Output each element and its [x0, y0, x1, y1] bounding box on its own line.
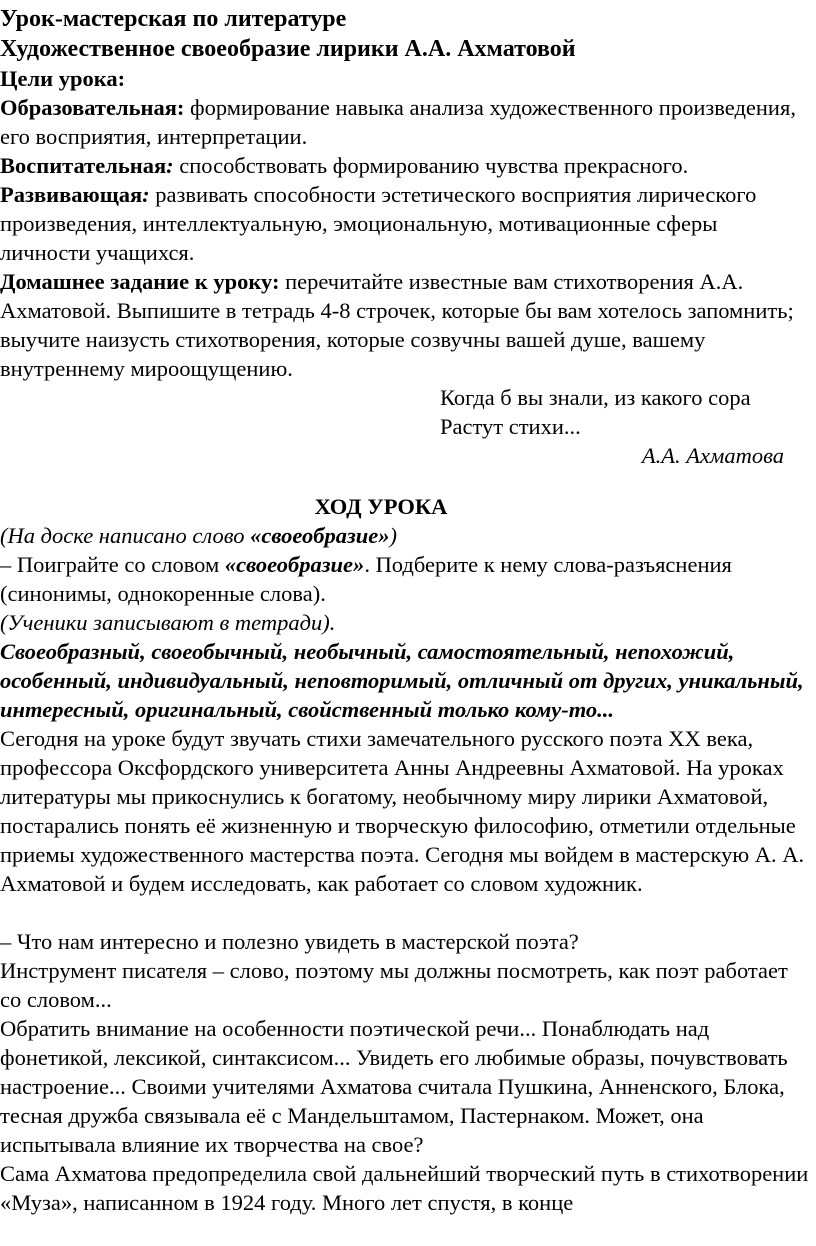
goal-developing-colon: :: [142, 182, 150, 207]
homework: [0, 267, 816, 383]
lesson-progress-heading: ХОД УРОКА: [314, 494, 448, 519]
epigraph-author: А.А. Ахматова: [641, 443, 784, 468]
goal-developing: [0, 180, 816, 267]
synonyms-list: Своеобразный, своеобычный, необычный, самостоятельный, непохожий, особенный, индивидуальный, неповторимый, отличный от других, уникальный, интересный, оригинальный, свойственный только кому-то...: [0, 639, 804, 722]
goal-upbringing-colon: :: [166, 153, 174, 178]
task-rest: . Подберите к нему слова-разъяснения (синонимы, однокоренные слова).: [0, 552, 732, 606]
lesson-title: Урок-мастерская по литературе: [0, 6, 347, 32]
epigraph-line-1: Когда б вы знали, из какого сора: [440, 385, 751, 410]
goal-developing-text: развивать способности эстетического восприятия лирического произведения, интеллектуальную, эмоциональную, мотивационные сферы личности учащихся.: [0, 182, 757, 265]
board-note: [0, 521, 816, 550]
goal-upbringing-text: способствовать формированию чувства прекрасного.: [173, 153, 689, 178]
homework-text: перечитайте известные вам стихотворения А.А. Ахматовой. Выпишите в тетрадь 4-8 строчек, которые бы вам хотелось запомнить; выучите наизусть стихотворения, которые созвучны вашей душе, вашему внутреннему мироощущению.: [0, 269, 794, 381]
goal-upbringing-label: Воспитательная: [0, 153, 167, 178]
question: – Что нам интересно и полезно увидеть в мастерской поэта?: [0, 929, 579, 954]
board-note-open: (На доске написано слово: [0, 523, 251, 548]
epigraph-line-2: Растут стихи...: [440, 414, 581, 439]
task-instruction: [0, 550, 816, 608]
goal-educational-label: Образовательная:: [0, 95, 185, 120]
answer-paragraph-1: Инструмент писателя – слово, поэтому мы должны посмотреть, как поэт работает со словом...: [0, 958, 788, 1012]
task-dash: – Поиграйте со словом: [0, 552, 225, 577]
answer-paragraph-2: Обратить внимание на особенности поэтической речи... Понаблюдать над фонетикой, лексикой, синтаксисом... Увидеть его любимые образы, почувствовать настроение... Своими учителями Ахматова считала Пушкина, Анненского, Блока, тесная дружба связывала её с Мандельштамом, Пастернаком. Может, она испытывала влияние их творчества на свое?: [0, 1016, 788, 1157]
board-note-close: ): [389, 523, 398, 548]
spacer: [0, 470, 816, 492]
intro-paragraph: Сегодня на уроке будут звучать стихи замечательного русского поэта XX века, профессора Оксфордского университета Анны Андреевны Ахматовой. На уроках литературы мы прикоснулись к богатому, необычному миру лирики Ахматовой, постарались понять её жизненную и творческую философию, отметили отдельные приемы художественного мастерства поэта. Сегодня мы войдем в мастерскую А. А. Ахматовой и будем исследовать, как работает со словом художник.: [0, 726, 805, 896]
students-note: (Ученики записывают в тетради).: [0, 610, 336, 635]
goal-upbringing: [0, 151, 816, 180]
spacer: [0, 898, 816, 927]
answer-paragraph-3: Сама Ахматова предопределила свой дальнейший творческий путь в стихотворении «Муза», написанном в 1924 году. Много лет спустя, в конце: [0, 1161, 809, 1215]
board-note-word: «своеобразие»: [250, 523, 390, 548]
goal-educational: [0, 93, 816, 151]
goal-educational-text: формирование навыка анализа художественного произведения, его восприятия, интерпретации.: [0, 95, 796, 149]
lesson-subtitle: Художественное своеобразие лирики А.А. Ахматовой: [0, 36, 576, 62]
homework-label: Домашнее задание к уроку:: [0, 269, 280, 294]
goal-developing-label: Развивающая: [0, 182, 143, 207]
goals-heading: Цели урока:: [0, 66, 126, 91]
task-word: «своеобразие»: [224, 552, 365, 577]
